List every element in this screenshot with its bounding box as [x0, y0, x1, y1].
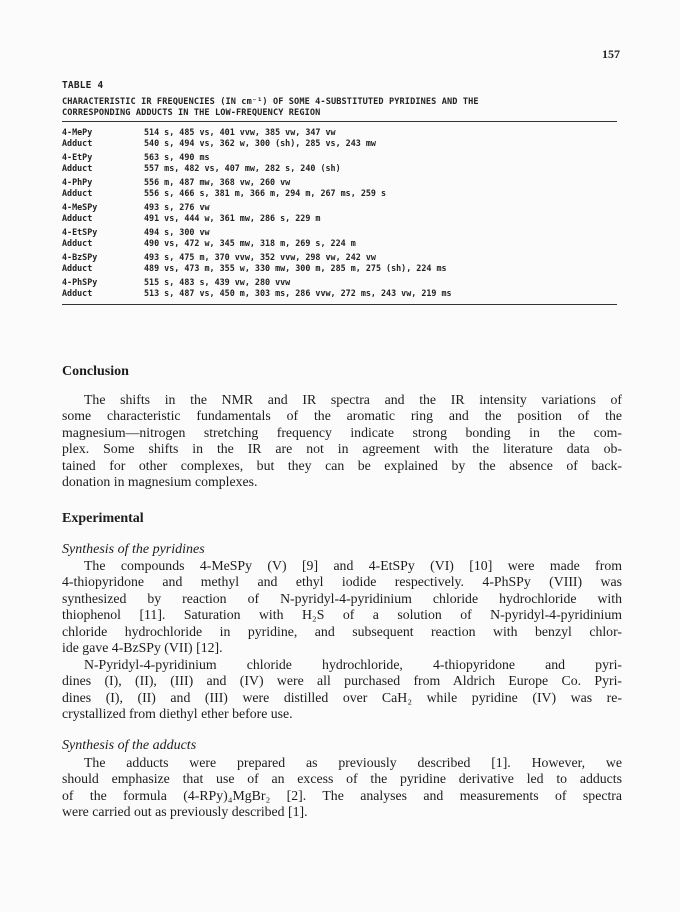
table-row [62, 177, 617, 188]
compound-cell: 4-BzSPy [62, 252, 98, 262]
table-row-group [62, 252, 617, 273]
conclusion-line: plex. Some shifts in the IR are not in agreement with the literature data ob- [62, 441, 622, 457]
compound-cell: Adduct [62, 212, 93, 223]
table-caption-line-1: CHARACTERISTIC IR FREQUENCIES (IN cm⁻¹) OF SOME 4-SUBSTITUTED PYRIDINES AND THE [62, 97, 479, 107]
conclusion-heading: Conclusion [62, 364, 129, 379]
conclusion-paragraph [62, 392, 622, 490]
conclusion-line: donation in magnesium complexes. [62, 474, 258, 490]
frequency-cell: 493 s, 475 m, 370 vvw, 352 vvw, 298 vw, 242 vw [144, 252, 376, 262]
pyridines-line: dines (I), (II), (III) and (IV) were all purchased from Aldrich Europe Co. Pyri- [62, 673, 622, 689]
compound-cell: Adduct [62, 237, 93, 248]
pyridines-line: chloride hydrochloride in pyridine, and subsequent reaction with benzyl chlor- [62, 623, 622, 639]
pyridines-paragraph-2 [62, 657, 622, 723]
page-number: 157 [602, 47, 620, 61]
frequency-cell: 513 s, 487 vs, 450 m, 303 ms, 286 vvw, 272 ms, 243 vw, 219 ms [144, 287, 452, 298]
frequency-cell: 515 s, 483 s, 439 vw, 280 vvw [144, 277, 291, 287]
pyridines-line: N-Pyridyl-4-pyridinium chloride hydrochloride, 4-thiopyridone and pyri- [84, 657, 622, 672]
table-row-group [62, 227, 617, 248]
pyridines-line: thiophenol [11]. Saturation with H₂S of a solution of N-pyridyl-4-pyridinium [62, 607, 622, 623]
adducts-line: The adducts were prepared as previously described [1]. However, we [84, 755, 622, 770]
compound-cell: 4-MePy [62, 127, 93, 137]
table-row [62, 252, 617, 263]
conclusion-line: some characteristic fundamentals of the aromatic ring and the position of the [62, 408, 622, 424]
table-row [62, 277, 617, 288]
table-row [62, 138, 617, 149]
pyridines-line: 4-thiopyridone and methyl and ethyl iodide respectively. 4-PhSPy (VIII) was [62, 574, 622, 590]
frequency-cell: 556 m, 487 mw, 368 vw, 260 vw [144, 177, 291, 187]
table-row [62, 202, 617, 213]
pyridines-paragraph-1 [62, 558, 622, 656]
table-row [62, 288, 617, 299]
conclusion-line: The shifts in the NMR and IR spectra and the IR intensity variations of [84, 392, 622, 407]
pyridines-line: synthesized by reaction of N-pyridyl-4-pyridinium chloride hydrochloride with [62, 590, 622, 606]
table-bottom-rule [62, 304, 617, 305]
compound-cell: Adduct [62, 287, 93, 298]
frequency-cell: 491 vs, 444 w, 361 mw, 286 s, 229 m [144, 212, 321, 223]
pyridines-line: ide gave 4-BzSPy (VII) [12]. [62, 640, 223, 656]
adducts-paragraph [62, 755, 622, 821]
pyridines-line: dines (I), (II) and (III) were distilled over CaH₂ while pyridine (IV) was re- [62, 689, 622, 705]
table-row [62, 227, 617, 238]
frequency-cell: 540 s, 494 vs, 362 w, 300 (sh), 285 vs, 243 mw [144, 137, 376, 148]
adducts-line: were carried out as previously described [1]. [62, 804, 308, 820]
table-row [62, 238, 617, 249]
compound-cell: 4-MeSPy [62, 202, 98, 212]
synthesis-adducts-subheading: Synthesis of the adducts [62, 738, 197, 753]
adducts-line: of the formula (4-RPy)₄MgBr₂ [2]. The analyses and measurements of spectra [62, 787, 622, 803]
compound-cell: Adduct [62, 262, 93, 273]
synthesis-pyridines-subheading: Synthesis of the pyridines [62, 542, 205, 557]
table-row-group [62, 127, 617, 148]
compound-cell: Adduct [62, 137, 93, 148]
table-row [62, 213, 617, 224]
table-row [62, 127, 617, 138]
table-row-group [62, 277, 617, 298]
compound-cell: 4-PhPy [62, 177, 93, 187]
frequency-cell: 490 vs, 472 w, 345 mw, 318 m, 269 s, 224 m [144, 237, 356, 248]
table-row-group [62, 202, 617, 223]
table-row [62, 188, 617, 199]
table-row [62, 152, 617, 163]
compound-cell: 4-EtSPy [62, 227, 98, 237]
table-row-group [62, 152, 617, 173]
table-label: TABLE 4 [62, 80, 104, 91]
frequency-cell: 493 s, 276 vw [144, 202, 210, 212]
table-row [62, 163, 617, 174]
ir-frequency-table [62, 80, 617, 305]
compound-cell: Adduct [62, 162, 93, 173]
compound-cell: 4-EtPy [62, 152, 93, 162]
pyridines-line: crystallized from diethyl ether before use. [62, 706, 293, 722]
conclusion-line: tained for other complexes, but they can be explained by the absence of back- [62, 457, 622, 473]
conclusion-line: magnesium—nitrogen stretching frequency indicate strong bonding in the com- [62, 424, 622, 440]
compound-cell: 4-PhSPy [62, 277, 98, 287]
frequency-cell: 489 vs, 473 m, 355 w, 330 mw, 300 m, 285 m, 275 (sh), 224 ms [144, 262, 447, 273]
frequency-cell: 514 s, 485 vs, 401 vvw, 385 vw, 347 vw [144, 127, 336, 137]
frequency-cell: 494 s, 300 vw [144, 227, 210, 237]
compound-cell: Adduct [62, 187, 93, 198]
table-caption-line-2: CORRESPONDING ADDUCTS IN THE LOW-FREQUENCY REGION [62, 108, 321, 118]
frequency-cell: 557 ms, 482 vs, 407 mw, 282 s, 240 (sh) [144, 162, 341, 173]
experimental-heading: Experimental [62, 511, 144, 526]
table-row [62, 263, 617, 274]
table-row-group [62, 177, 617, 198]
frequency-cell: 556 s, 466 s, 381 m, 366 m, 294 m, 267 ms, 259 s [144, 187, 387, 198]
table-body [62, 122, 617, 298]
adducts-line: should emphasize that use of an excess of the pyridine derivative led to adducts [62, 771, 622, 787]
frequency-cell: 563 s, 490 ms [144, 152, 210, 162]
pyridines-line: The compounds 4-MeSPy (V) [9] and 4-EtSPy (VI) [10] were made from [84, 558, 622, 573]
